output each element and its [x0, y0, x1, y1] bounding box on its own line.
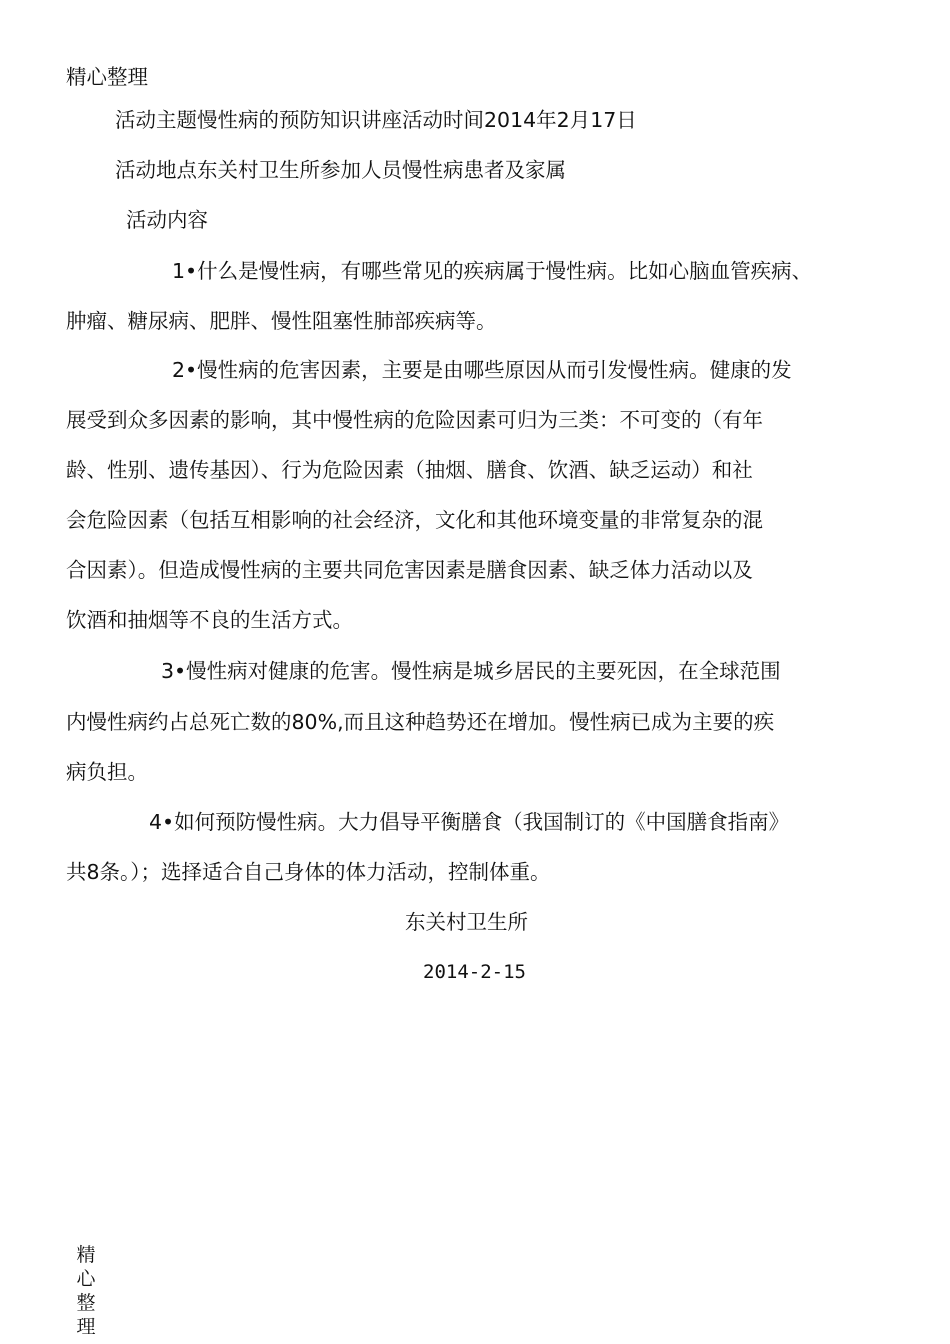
page-header: 精心整理 — [66, 65, 148, 89]
item-3-line-2: 内慢性病约占总死亡数的80%,而且这种趋势还在增加。慢性病已成为主要的疾 — [66, 710, 775, 734]
activity-location-and-participants: 活动地点东关村卫生所参加人员慢性病患者及家属 — [115, 158, 566, 182]
activity-topic-and-time: 活动主题慢性病的预防知识讲座活动时间2014年2月17日 — [115, 108, 637, 132]
footer-organization: 东关村卫生所 — [405, 910, 528, 934]
item-1-line-2: 肿瘤、糖尿病、肥胖、慢性阻塞性肺部疾病等。 — [66, 309, 497, 333]
item-2-line-3: 龄、性别、遗传基因）、行为危险因素（抽烟、膳食、饮酒、缺乏运动）和社 — [66, 458, 753, 482]
item-2-line-1: 2•慢性病的危害因素，主要是由哪些原因从而引发慢性病。健康的发 — [172, 358, 792, 382]
item-2-line-2: 展受到众多因素的影响，其中慢性病的危险因素可归为三类：不可变的（有年 — [66, 408, 763, 432]
footer-date: 2014-2-15 — [423, 961, 526, 983]
item-2-line-6: 饮酒和抽烟等不良的生活方式。 — [66, 608, 353, 632]
content-title: 活动内容 — [126, 208, 208, 232]
item-1-line-1: 1•什么是慢性病，有哪些常见的疾病属于慢性病。比如心脑血管疾病、 — [172, 259, 813, 283]
item-3-line-1: 3•慢性病对健康的危害。慢性病是城乡居民的主要死因，在全球范围 — [161, 659, 781, 683]
item-4-line-1: 4•如何预防慢性病。大力倡导平衡膳食（我国制订的《中国膳食指南》 — [149, 810, 790, 834]
item-3-line-3: 病负担。 — [66, 760, 148, 784]
vertical-page-footer: 精心整理 — [76, 1244, 96, 1338]
item-2-line-4: 会危险因素（包括互相影响的社会经济，文化和其他环境变量的非常复杂的混 — [66, 508, 763, 532]
item-2-line-5: 合因素）。但造成慢性病的主要共同危害因素是膳食因素、缺乏体力活动以及 — [66, 558, 753, 582]
item-4-line-2: 共8条。）；选择适合自己身体的体力活动，控制体重。 — [66, 860, 551, 884]
